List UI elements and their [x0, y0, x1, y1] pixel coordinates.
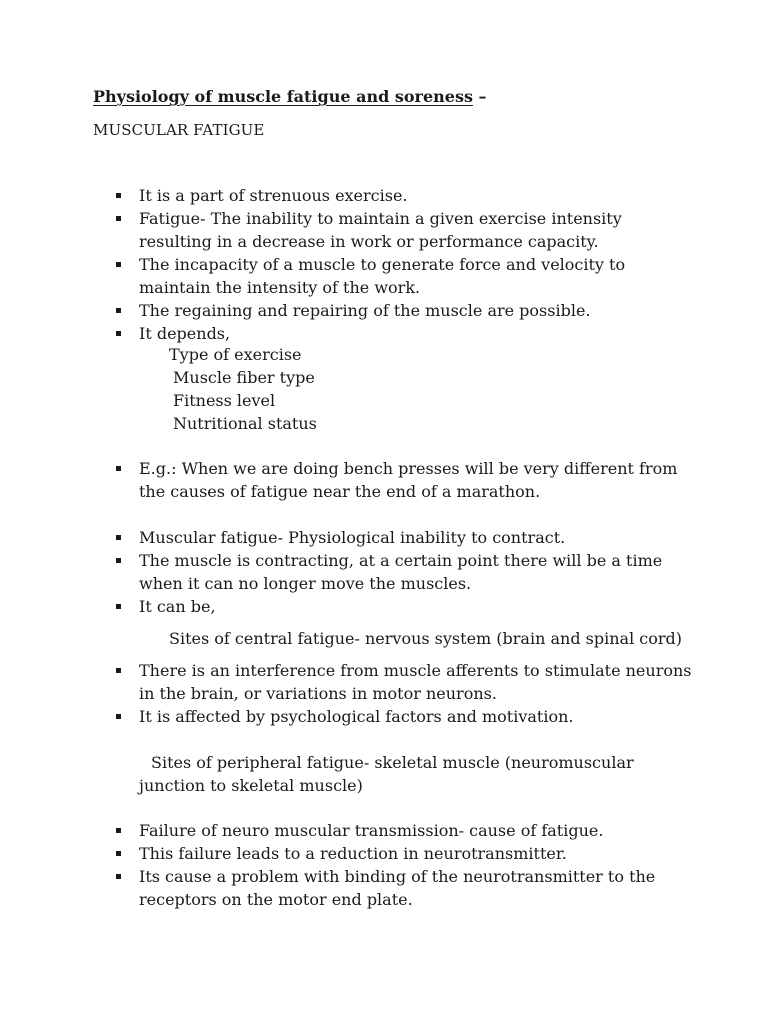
bullet-list-example	[0, 457, 768, 503]
page-title-text: Physiology of muscle fatigue and soreness	[93, 87, 473, 106]
list-item: It can be,	[0, 595, 768, 618]
bullet-list-intro	[0, 184, 768, 345]
list-item: It depends,	[0, 322, 768, 345]
depends-item: Type of exercise	[169, 345, 302, 364]
central-fatigue-heading: Sites of central fatigue- nervous system (brain and spinal cord)	[169, 629, 682, 648]
list-item: It is a part of strenuous exercise.	[0, 184, 768, 207]
bullet-list-muscular-fatigue	[0, 526, 768, 618]
list-item: This failure leads to a reduction in neurotransmitter.	[0, 842, 768, 865]
page-title-suffix: –	[472, 87, 487, 106]
list-item: It is affected by psychological factors and motivation.	[0, 705, 768, 728]
list-item: E.g.: When we are doing bench presses will be very different from the causes of fatigue near the end of a marathon.	[0, 457, 768, 503]
list-item: The incapacity of a muscle to generate force and velocity to maintain the intensity of the work.	[0, 253, 768, 299]
section-heading: MUSCULAR FATIGUE	[93, 121, 265, 139]
list-item: Muscular fatigue- Physiological inability to contract.	[0, 526, 768, 549]
list-item: Failure of neuro muscular transmission- cause of fatigue.	[0, 819, 768, 842]
list-item: The muscle is contracting, at a certain point there will be a time when it can no longer move the muscles.	[0, 549, 768, 595]
list-item: There is an interference from muscle afferents to stimulate neurons in the brain, or variations in motor neurons.	[0, 659, 768, 705]
list-item: The regaining and repairing of the muscle are possible.	[0, 299, 768, 322]
bullet-list-central	[0, 659, 768, 728]
bullet-list-peripheral	[0, 819, 768, 911]
page-title	[93, 87, 487, 107]
list-item: Its cause a problem with binding of the neurotransmitter to the receptors on the motor end plate.	[0, 865, 768, 911]
list-item: Fatigue- The inability to maintain a given exercise intensity resulting in a decrease in work or performance capacity.	[0, 207, 768, 253]
depends-item: Nutritional status	[173, 414, 317, 433]
depends-item: Muscle fiber type	[173, 368, 315, 387]
peripheral-fatigue-heading: Sites of peripheral fatigue- skeletal muscle (neuromuscular junction to skeletal muscle)	[139, 753, 634, 795]
depends-item: Fitness level	[173, 391, 276, 410]
